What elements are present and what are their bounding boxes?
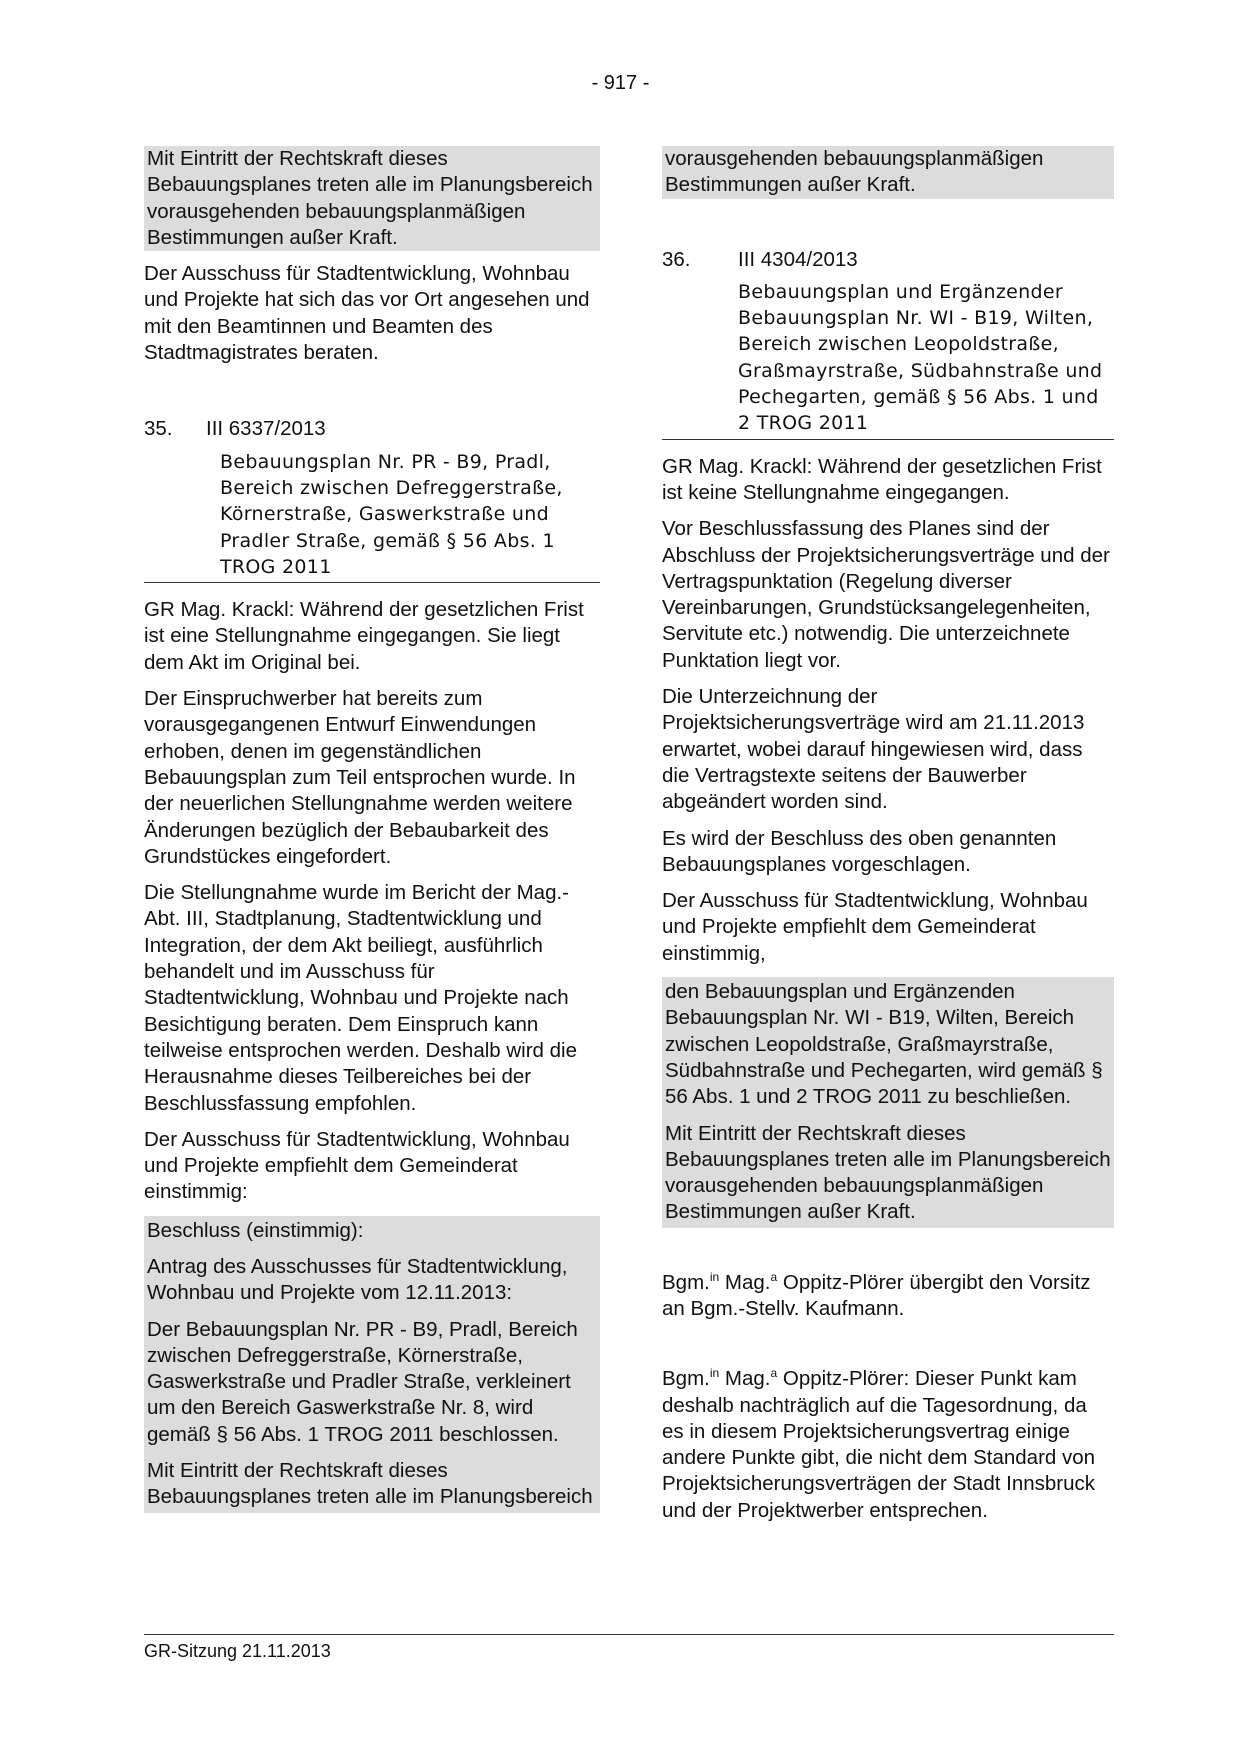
speaker-statement xyxy=(662,1366,1114,1524)
page-number: - 917 - xyxy=(591,72,650,94)
right-column xyxy=(662,146,1114,1534)
paragraph: Der Einspruchwerber hat bereits zum vorausgegangenen Entwurf Einwendungen erhoben, denen im gegenständlichen Bebauungsplan zum Teil entsprochen wurde. In der neuerlichen Stellungnahme werden weitere Änderungen bezüglich der Bebaubarkeit des Grundstückes eingefordert. xyxy=(144,687,576,868)
paragraph: Die Unterzeichnung der Projektsicherungsverträge wird am 21.11.2013 erwartet, wobei darauf hingewiesen wird, dass die Vertragstexte seitens der Bauwerber abgeändert worden sind. xyxy=(662,685,1085,814)
highlighted-decision-text xyxy=(144,146,600,251)
resolution-text: Mit Eintritt der Rechtskraft dieses Bebauungsplanes treten alle im Planungsbereich vorausgehenden bebauungsplanmäßigen Bestimmungen außer Kraft. xyxy=(665,1121,1111,1224)
superscript: a xyxy=(770,1366,778,1381)
left-column xyxy=(144,146,600,1523)
item-number: 36. xyxy=(662,247,691,271)
resolution-text: Der Bebauungsplan Nr. PR - B9, Pradl, Bereich zwischen Defreggerstraße, Körnerstraße, Gaswerkstraße und Pradler Straße, verkleinert um den Bereich Gaswerkstraße Nr. 8, wird gemäß § 56 Abs. 1 TROG 2011 beschlossen. xyxy=(147,1317,578,1446)
resolution-text: den Bebauungsplan und Ergänzenden Bebauungsplan Nr. WI - B19, Wilten, Bereich zwischen Leopoldstraße, Graßmayrstraße, Südbahnstraße und Pechegarten, wird gemäß § 56 Abs. 1 und 2 TROG 2011 zu beschließen. xyxy=(665,980,1103,1109)
paragraph: GR Mag. Krackl: Während der gesetzlichen Frist ist eine Stellungnahme eingegangen. Sie liegt dem Akt im Original bei. xyxy=(144,598,584,674)
agenda-item-35-header xyxy=(144,416,600,442)
footer-divider xyxy=(144,1634,1114,1635)
footer-session-date: GR-Sitzung 21.11.2013 xyxy=(144,1641,331,1661)
item-reference: III 4304/2013 xyxy=(738,247,858,271)
resolution-text: Antrag des Ausschusses für Stadtentwicklung, Wohnbau und Projekte vom 12.11.2013: xyxy=(147,1254,568,1305)
resolution-text: Mit Eintritt der Rechtskraft dieses Bebauungsplanes treten alle im Planungsbereich xyxy=(147,1459,593,1509)
highlighted-decision-text xyxy=(662,146,1114,199)
speaker-degree: Mag. xyxy=(719,1270,771,1294)
superscript: in xyxy=(709,1269,720,1284)
agenda-item-title: Bebauungsplan und Ergänzender Bebauungsplan Nr. WI - B19, Wilten, Bereich zwischen Leopoldstraße, Graßmayrstraße, Südbahnstraße und Pechegarten, gemäß § 56 Abs. 1 und 2 TROG 2011 xyxy=(738,280,1103,435)
paragraph: Mit Eintritt der Rechtskraft dieses Bebauungsplanes treten alle im Planungsbereich vorausgehenden bebauungsplanmäßigen Bestimmungen außer Kraft. xyxy=(147,147,593,249)
highlighted-decision-block xyxy=(662,977,1114,1228)
resolution-heading: Beschluss (einstimmig): xyxy=(147,1218,364,1242)
item-reference: III 6337/2013 xyxy=(206,417,326,441)
speaker-degree: Mag. xyxy=(719,1367,771,1391)
paragraph: Der Ausschuss für Stadtentwicklung, Wohnbau und Projekte empfiehlt dem Gemeinderat einstimmig: xyxy=(144,1127,570,1204)
paragraph: Der Ausschuss für Stadtentwicklung, Wohnbau und Projekte hat sich das vor Ort angesehen und mit den Beamtinnen und Beamten des Stadtmagistrates beraten. xyxy=(144,262,590,365)
paragraph: GR Mag. Krackl: Während der gesetzlichen Frist ist keine Stellungnahme eingegangen. xyxy=(662,454,1102,504)
agenda-item-title: Bebauungsplan Nr. PR - B9, Pradl, Bereich zwischen Defreggerstraße, Körnerstraße, Gaswerkstraße und Pradler Straße, gemäß § 56 Abs. 1 TROG 2011 xyxy=(220,450,563,578)
paragraph: Der Ausschuss für Stadtentwicklung, Wohnbau und Projekte empfiehlt dem Gemeinderat einstimmig, xyxy=(662,889,1088,965)
agenda-item-36-header xyxy=(662,247,1114,273)
speaker-title: Bgm. xyxy=(662,1270,710,1294)
item-number: 35. xyxy=(144,417,173,441)
paragraph: vorausgehenden bebauungsplanmäßigen Bestimmungen außer Kraft. xyxy=(665,147,1044,197)
statement-text: Oppitz-Plörer übergibt den Vorsitz an Bgm.-Stellv. Kaufmann. xyxy=(662,1270,1091,1320)
paragraph: Es wird der Beschluss des oben genannten Bebauungsplanes vorgeschlagen. xyxy=(662,826,1057,876)
statement-text: Oppitz-Plörer: Dieser Punkt kam deshalb nachträglich auf die Tagesordnung, da es in diesem Projektsicherungsvertrag einige andere Punkte gibt, die nicht dem Standard von Projektsicherungsverträgen der Stadt Innsbruck und der Projektwerber entsprechen. xyxy=(662,1367,1096,1522)
paragraph: Die Stellungnahme wurde im Bericht der Mag.-Abt. III, Stadtplanung, Stadtentwicklung und Integration, der dem Akt beiliegt, ausführlich behandelt und im Ausschuss für Stadtentwicklung, Wohnbau und Projekte nach Besichtigung beraten. Dem Einspruch kann teilweise entsprochen werden. Deshalb wird die Herausnahme dieses Teilbereiches bei der Beschlussfassung empfohlen. xyxy=(144,881,578,1115)
speaker-statement xyxy=(662,1270,1114,1323)
superscript: a xyxy=(770,1269,778,1284)
superscript: in xyxy=(709,1366,720,1381)
speaker-title: Bgm. xyxy=(662,1367,710,1391)
paragraph: Vor Beschlussfassung des Planes sind der Abschluss der Projektsicherungsverträge und der Vertragspunktation (Regelung diverser Vereinbarungen, Grundstücksangelegenheiten, Servitute etc.) notwendig. Die unterzeichnete Punktation liegt vor. xyxy=(662,517,1110,672)
highlighted-decision-block xyxy=(144,1216,600,1513)
